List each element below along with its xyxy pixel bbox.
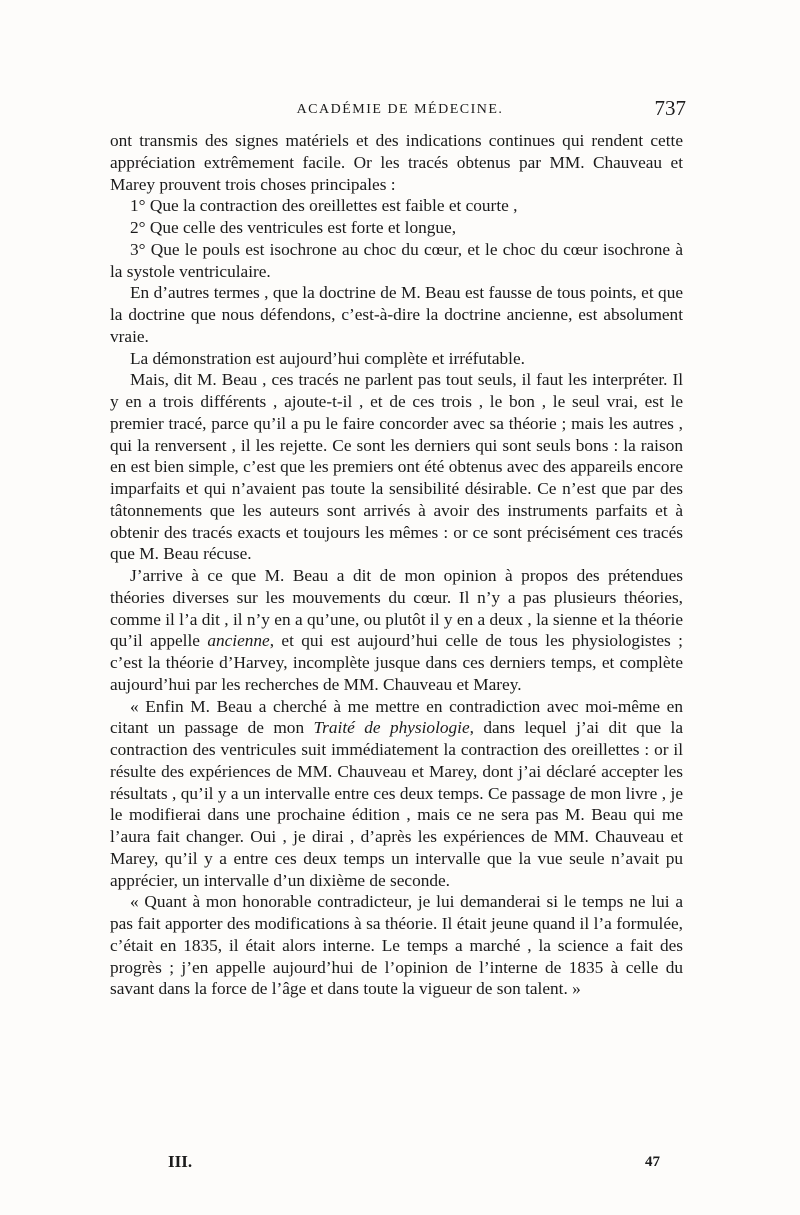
- page-number: 737: [654, 96, 686, 120]
- paragraph-9-italic: Traité de physiologie: [313, 718, 470, 738]
- paragraph-9-end: , dans lequel j’ai dit que la contraction des ventricules suit immédiatement la contraction des oreillettes : or il résulte des expériences de MM. Chauveau et Marey, dont j’ai déclaré accepter les résultats , qu’il y a un intervalle entre ces deux temps. Ce passage de mon livre , je le modifierai dans une prochaine édition , mais ce ne sera pas M. Beau qui me l’aura fait changer. Oui , je dirai , d’après les expériences de MM. Chauveau et Marey, qu’il y a entre ces deux temps un intervalle que la vue seule n’avait pu apprécier, un intervalle d’un dixième de seconde.: [110, 718, 684, 890]
- paragraph-4: 3° Que le pouls est isochrone au choc du cœur, et le choc du cœur isochrone à la systole ventriculaire.: [110, 239, 683, 281]
- paragraph-3: 2° Que celle des ventricules est forte et longue,: [130, 218, 457, 237]
- paragraph-1: ont transmis des signes matériels et des indications continues qui rendent cette appréciation extrêmement facile. Or les tracés obtenus par MM. Chauveau et Marey prouvent trois choses principales :: [110, 131, 683, 194]
- paragraph-8-start: J’arrive à ce que M. Beau a dit de mon opinion à propos des prétendues théories diverses sur les mouvements du cœur. Il n’y a pas plusieurs théories, comme il l’a dit , il n’y en a qu’une, ou plutôt il y en a deux , la sienne et la théorie qu’il appelle: [110, 566, 683, 651]
- paragraph-9: [110, 696, 683, 892]
- body-text: [110, 130, 683, 1000]
- paragraph-2: 1° Que la contraction des oreillettes est faible et courte ,: [130, 196, 518, 216]
- paragraph-10: « Quant à mon honorable contradicteur, je lui demanderai si le temps ne lui a pas fait apporter des modifications à sa théorie. Il était jeune quand il l’a formulée, c’était en 1835, il était alors interne. Le temps a marché , la science a fait des progrès ; j’en appelle aujourd’hui de l’opinion de l’interne de 1835 à celle du savant dans la force de l’âge et dans toute la vigueur de son talent. »: [110, 892, 683, 999]
- paragraph-8: [110, 565, 683, 696]
- sheet-number: 47: [645, 1154, 660, 1170]
- paragraph-5: En d’autres termes , que la doctrine de M. Beau est fausse de tous points, et que la doctrine que nous défendons, c’est-à-dire la doctrine ancienne, est absolument vraie.: [110, 283, 683, 346]
- paragraph-6: La démonstration est aujourd’hui complète et irréfutable.: [130, 348, 525, 368]
- paragraph-8-end: , et qui est aujourd’hui celle de tous les physiologistes ; c’est la théorie d’Harvey, incomplète jusque dans ces derniers temps, et complète aujourd’hui par les recherches de MM. Chauveau et Marey.: [110, 631, 683, 694]
- paragraph-7: Mais, dit M. Beau , ces tracés ne parlent pas tout seuls, il faut les interpréter. Il y en a trois différents , ajoute-t-il , et de ces trois , le bon , le seul vrai, est le premier tracé, parce qu’il a pu le faire concorder avec sa théorie ; mais les autres , qui la renversent , il les rejette. Ce sont les derniers qui sont seuls bons : la raison en est bien simple, c’est que les premiers ont été obtenus avec des appareils encore imparfaits et qui n’avaient pas toute la sensibilité désirable. Ce n’est que par des tâtonnements que les auteurs sont arrivés à avoir des instruments parfaits et à obtenir des tracés exacts et toujours les mêmes : or ce sont précisément ces tracés que M. Beau récuse.: [110, 370, 683, 564]
- signature-mark: III.: [168, 1152, 193, 1171]
- running-head: ACADÉMIE DE MÉDECINE.: [296, 102, 504, 117]
- page-footer: [110, 1152, 690, 1178]
- paragraph-9-start: « Enfin M. Beau a cherché à me mettre en contradiction avec moi-même en citant un passage de mon: [110, 696, 683, 738]
- paragraph-8-italic: ancienne: [207, 631, 270, 651]
- page-header: [110, 96, 690, 124]
